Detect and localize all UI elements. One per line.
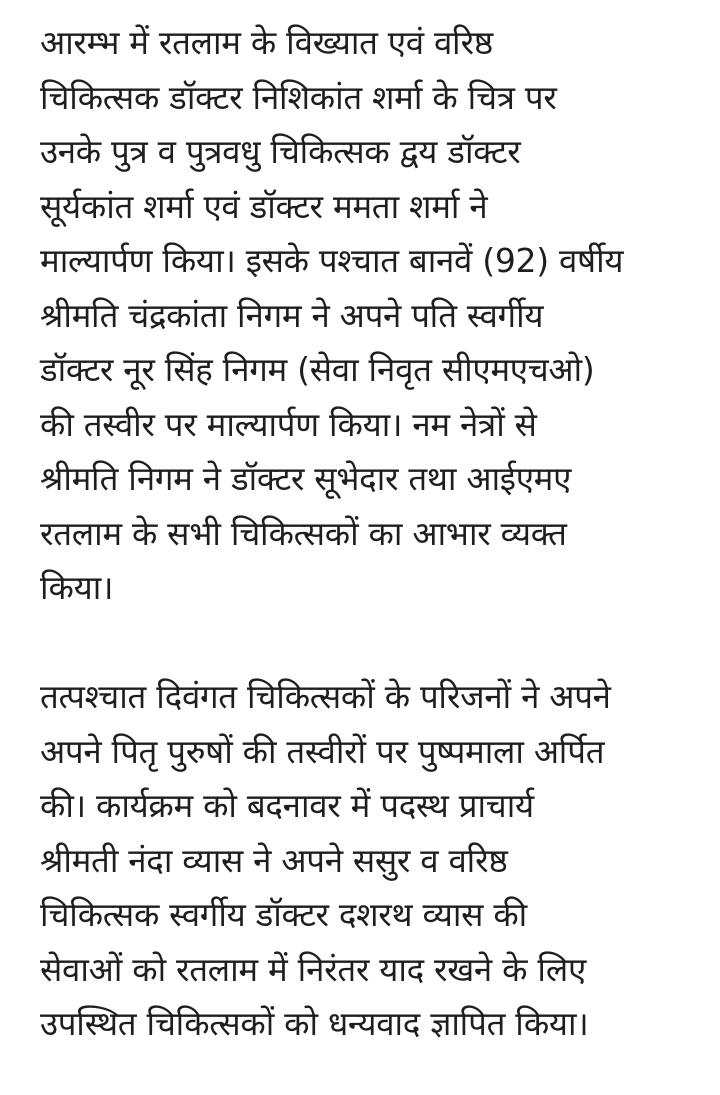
text-line: अपने पितृ पुरुषों की तस्वीरों पर पुष्पमाला अर्पित (40, 731, 605, 771)
text-line: डॉक्टर नूर सिंह निगम (सेवा निवृत सीएमएचओ) (40, 350, 595, 389)
text-line: आरम्भ में रतलाम के विख्यात एवं वरिष्ठ (40, 23, 493, 62)
text-line: श्रीमति चंद्रकांता निगम ने अपने पति स्वर्गीय (40, 295, 544, 335)
text-line: सूर्यकांत शर्मा एवं डॉक्टर ममता शर्मा ने (40, 186, 488, 226)
text-line: श्रीमति निगम ने डॉक्टर सूभेदार तथा आईएमए (40, 459, 572, 498)
text-line: की। कार्यक्रम को बदनावर में पदस्थ प्राचार्य (40, 786, 534, 825)
text-line: चिकित्सक स्वर्गीय डॉक्टर दशरथ व्यास की (40, 895, 527, 934)
text-line: किया। (40, 568, 114, 607)
text-line: उनके पुत्र व पुत्रवधु चिकित्सक द्वय डॉक्टर (40, 132, 521, 171)
text-line: की तस्वीर पर माल्यार्पण किया। नम नेत्रों से (40, 404, 537, 444)
text-line: माल्यार्पण किया। इसके पश्चात बानवें (92) वर्षीय (40, 241, 624, 280)
paragraph-1 (40, 16, 700, 616)
text-line: चिकित्सक डॉक्टर निशिकांत शर्मा के चित्र पर (40, 77, 557, 117)
text-line: श्रीमती नंदा व्यास ने अपने ससुर व वरिष्ठ (40, 840, 508, 880)
text-line: रतलाम के सभी चिकित्सकों का आभार व्यक्त (40, 513, 567, 553)
article-body (40, 16, 700, 1052)
text-line: उपस्थित चिकित्सकों को धन्यवाद ज्ञापित किया। (40, 1004, 589, 1043)
text-line: सेवाओं को रतलाम में निरंतर याद रखने के लिए (40, 949, 586, 989)
text-line: तत्पश्चात दिवंगत चिकित्सकों के परिजनों ने अपने (40, 677, 611, 716)
paragraph-spacer (40, 616, 700, 671)
paragraph-2 (40, 670, 700, 1052)
